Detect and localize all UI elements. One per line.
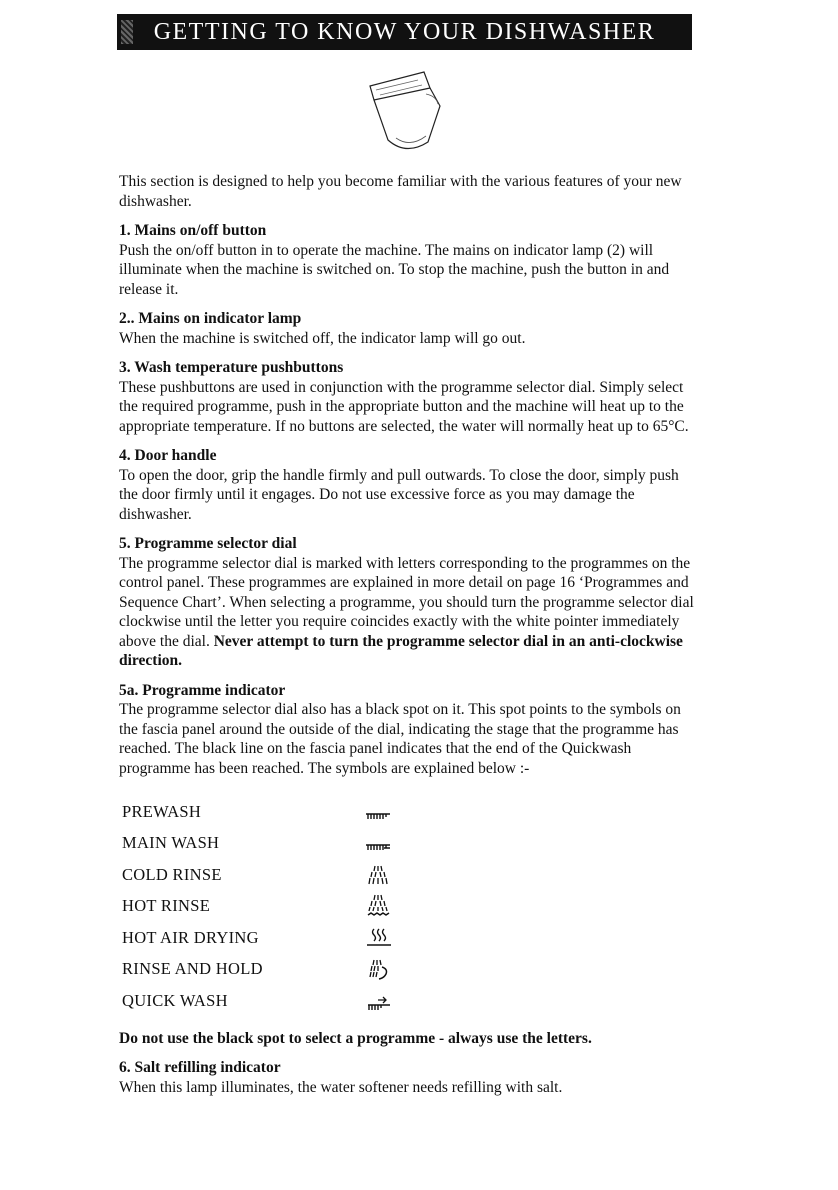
- list-item: [119, 859, 699, 891]
- rinse-and-hold-icon: [364, 957, 394, 981]
- hot-air-drying-icon: [364, 926, 394, 950]
- banner-corner-mark: [121, 20, 133, 44]
- section-heading: 2.. Mains on indicator lamp: [119, 310, 302, 327]
- page-banner: [117, 14, 692, 50]
- section-heading: 6. Salt refilling indicator: [119, 1059, 281, 1076]
- section-heading: 1. Mains on/off button: [119, 222, 267, 239]
- intro-text: This section is designed to help you become familiar with the various features of your new dishwasher.: [119, 173, 682, 210]
- section-body: These pushbuttons are used in conjunction with the programme selector dial. Simply select the required programme, push in the appropriate button and the machine will heat up to the appropriate temperature. If no buttons are selected, the water will normally heat up to 65°C.: [119, 378, 689, 435]
- main-wash-icon: [364, 831, 394, 855]
- symbol-label: HOT RINSE: [122, 896, 211, 916]
- section-mains-button: [119, 221, 699, 299]
- section-body-bold: Never attempt to turn the programme selector dial in an anti-clockwise direction.: [119, 632, 683, 669]
- section-body: The programme selector dial also has a black spot on it. This spot points to the symbols on the fascia panel around the outside of the dial, indicating the stage that the programme has reached. The black line on the fascia panel indicates that the end of the Quickwash programme has been reached. The symbols are explained below :-: [119, 701, 681, 777]
- prewash-icon: [364, 800, 394, 824]
- section-indicator-lamp: [119, 309, 699, 348]
- salt-bag-icon: [366, 66, 456, 162]
- list-item: [119, 891, 699, 923]
- quick-wash-icon: [364, 989, 394, 1013]
- list-item: [119, 954, 699, 986]
- section-door-handle: [119, 446, 699, 524]
- section-heading: 4. Door handle: [119, 447, 217, 464]
- section-salt-indicator: [119, 1058, 699, 1097]
- section-temperature-buttons: [119, 358, 699, 436]
- section-body: When this lamp illuminates, the water softener needs refilling with salt.: [119, 1078, 563, 1096]
- section-heading: 5. Programme selector dial: [119, 535, 297, 552]
- section-heading: 3. Wash temperature pushbuttons: [119, 359, 344, 376]
- section-body: Push the on/off button in to operate the machine. The mains on indicator lamp (2) will illuminate when the machine is switched on. To stop the machine, push the button in and release it.: [119, 241, 670, 298]
- page-title: GETTING TO KNOW YOUR DISHWASHER: [153, 18, 656, 45]
- section-body-text: The programme selector dial is marked with letters corresponding to the programmes on the control panel. These programmes are explained in more detail on page 16 ‘Programmes and Sequence Chart’. When selecting a programme, you should turn the programme selector dial clockwise until the letter you require coincides exactly with the white pointer immediately above the dial.: [119, 554, 694, 650]
- warning-text: Do not use the black spot to select a programme - always use the letters.: [119, 1029, 592, 1047]
- list-item: [119, 796, 699, 828]
- symbol-label: COLD RINSE: [122, 864, 222, 884]
- section-heading: 5a. Programme indicator: [119, 681, 286, 699]
- hot-rinse-icon: [364, 894, 394, 918]
- symbol-list: [119, 796, 699, 1017]
- symbol-label: HOT AIR DRYING: [122, 927, 259, 947]
- content: [119, 172, 699, 1097]
- symbol-label: RINSE AND HOLD: [122, 959, 263, 979]
- section-programme-indicator: [119, 681, 699, 779]
- symbol-label: PREWASH: [122, 801, 202, 821]
- section-selector-dial: [119, 534, 699, 671]
- symbol-label: QUICK WASH: [122, 990, 228, 1010]
- section-body: [119, 554, 699, 671]
- list-item: [119, 922, 699, 954]
- symbol-label: MAIN WASH: [122, 833, 220, 853]
- list-item: [119, 985, 699, 1017]
- section-body: To open the door, grip the handle firmly and pull outwards. To close the door, simply push the door firmly until it engages. Do not use excessive force as you may damage the dishwasher.: [119, 466, 679, 523]
- section-body: When the machine is switched off, the indicator lamp will go out.: [119, 329, 526, 347]
- cold-rinse-icon: [364, 863, 394, 887]
- list-item: [119, 828, 699, 860]
